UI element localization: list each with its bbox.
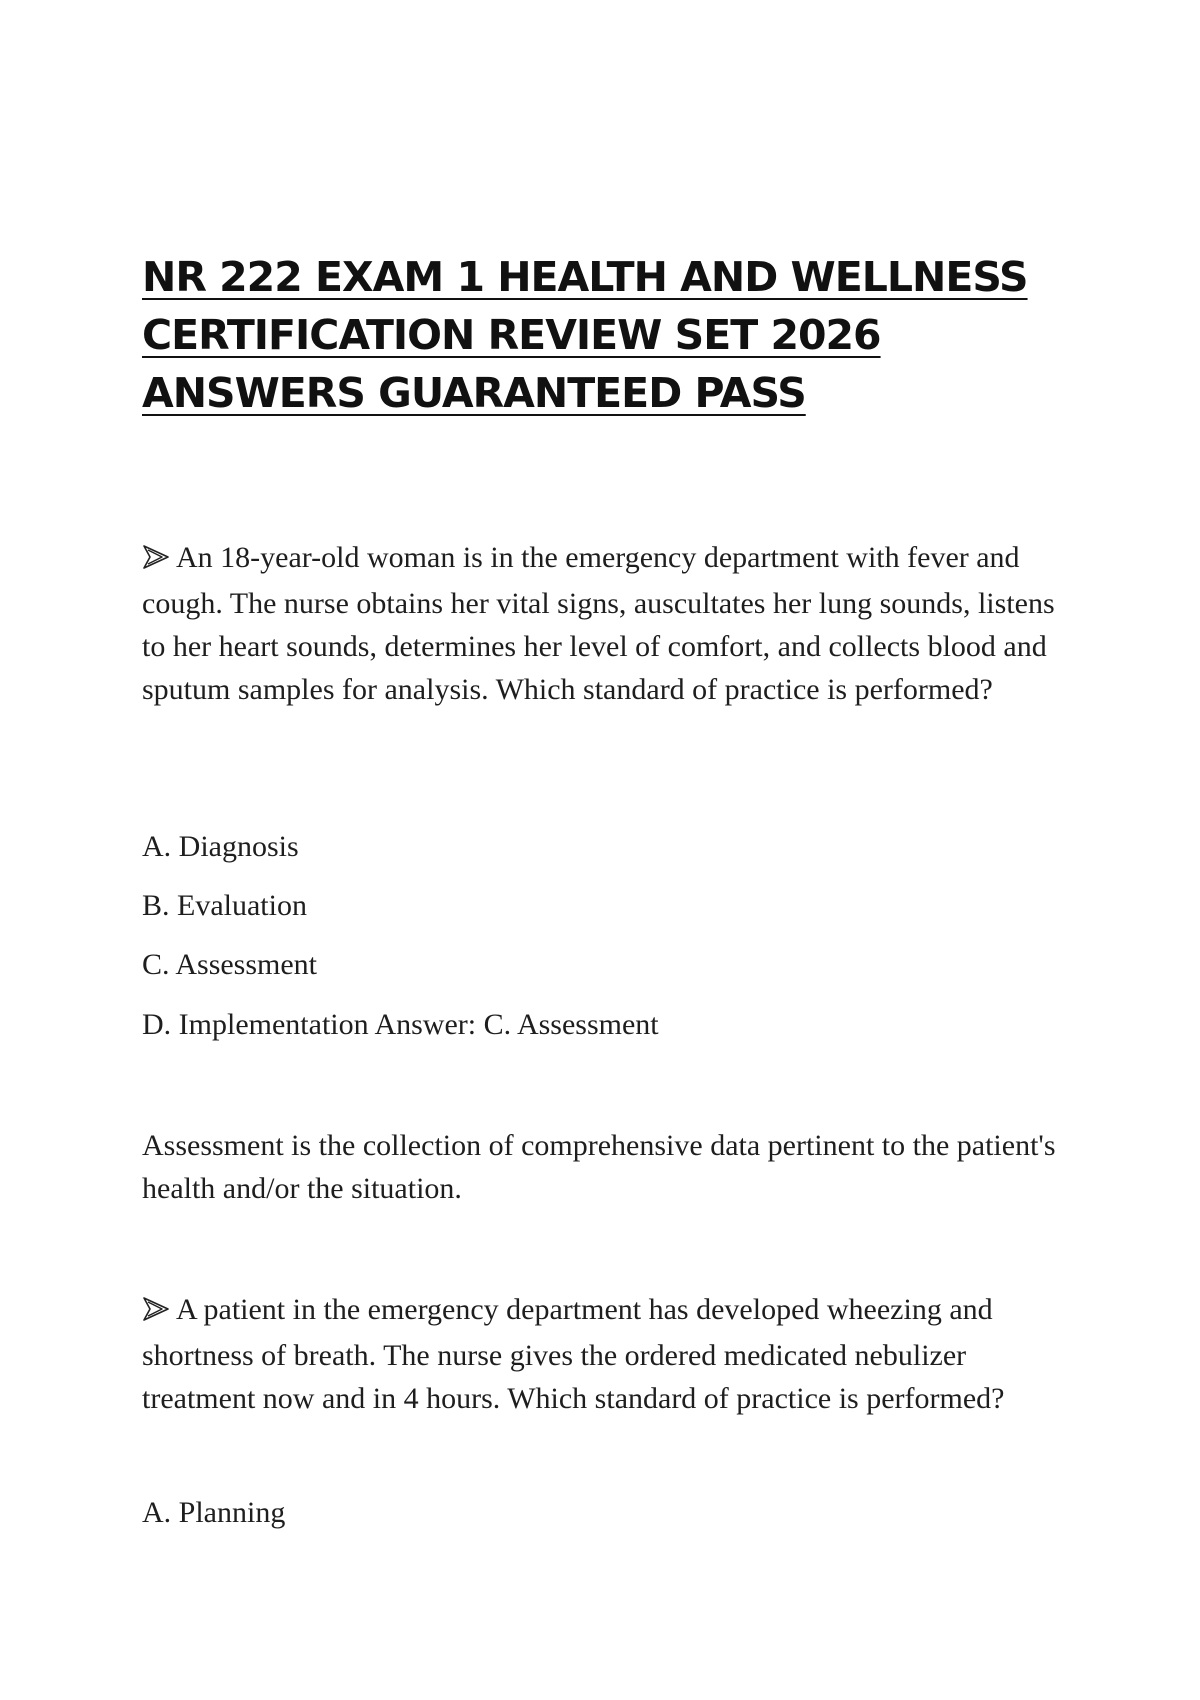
question-1 — [142, 536, 1072, 711]
question-2-text: A patient in the emergency department has developed wheezing and shortness of breath. The nurse gives the ordered medicated nebulizer treatment now and in 4 hours. Which standard of practice is performed? — [142, 1293, 1005, 1415]
question-2 — [142, 1288, 1072, 1420]
question-1-text: An 18-year-old woman is in the emergency department with fever and cough. The nurse obtains her vital signs, auscultates her lung sounds, listens to her heart sounds, determines her level of comfort, and collects blood and sputum samples for analysis. Which standard of practice is performed? — [142, 541, 1055, 706]
question-1-option-a: A. Diagnosis — [142, 830, 299, 863]
question-1-explanation: Assessment is the collection of comprehensive data pertinent to the patient's health and/or the situation. — [142, 1129, 1056, 1205]
question-2-option-a: A. Planning — [142, 1496, 286, 1529]
title-line-2: CERTIFICATION REVIEW SET 2026 — [142, 311, 881, 359]
title-line-1: NR 222 EXAM 1 HEALTH AND WELLNESS — [142, 253, 1028, 301]
document-title — [142, 248, 1062, 422]
question-1-option-d-answer: D. Implementation Answer: C. Assessment — [142, 1008, 659, 1041]
question-1-option-c: C. Assessment — [142, 948, 318, 981]
double-arrow-icon — [142, 539, 170, 582]
question-1-option-b: B. Evaluation — [142, 889, 307, 922]
double-arrow-icon — [142, 1291, 170, 1334]
title-line-3: ANSWERS GUARANTEED PASS — [142, 369, 806, 417]
